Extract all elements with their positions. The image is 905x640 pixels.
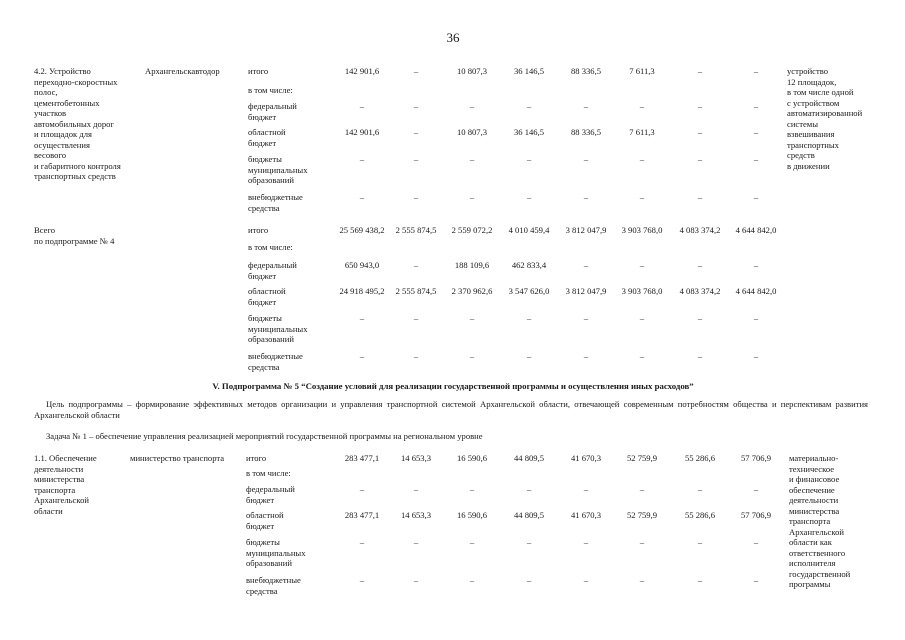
row-label-including: в том числе: <box>246 468 291 478</box>
row-label-regional: областной бюджет <box>248 127 286 148</box>
federal-value: – <box>697 260 703 270</box>
extrabudget-value: – <box>753 351 759 361</box>
extrabudget-value: – <box>583 575 589 585</box>
regional-value: 2 555 874,5 <box>395 286 437 296</box>
extrabudget-value: – <box>413 575 419 585</box>
regional-value: 41 670,3 <box>570 510 602 520</box>
subprogram-5-heading: V. Подпрограмма № 5 “Создание условий для реализации государственной программы и осуществления иных расходов” <box>212 381 694 391</box>
extrabudget-value: – <box>359 192 365 202</box>
regional-value: 36 146,5 <box>513 127 545 137</box>
federal-value: – <box>413 260 419 270</box>
total-value: 4 010 459,4 <box>508 225 550 235</box>
total-value: 57 706,9 <box>740 453 772 463</box>
extrabudget-value: – <box>413 351 419 361</box>
federal-value: – <box>359 101 365 111</box>
row-label-total: итого <box>246 453 267 463</box>
total-value: 88 336,5 <box>570 66 602 76</box>
regional-value: 2 370 962,6 <box>451 286 493 296</box>
extrabudget-value: – <box>753 575 759 585</box>
federal-value: – <box>753 101 759 111</box>
municipal-value: – <box>359 313 365 323</box>
total-value: – <box>697 66 703 76</box>
row-label-extrabudget: внебюджетные средства <box>248 351 303 372</box>
extrabudget-value: – <box>413 192 419 202</box>
federal-value: – <box>639 484 645 494</box>
federal-value: 462 833,4 <box>511 260 547 270</box>
municipal-value: – <box>359 537 365 547</box>
extrabudget-value: – <box>697 575 703 585</box>
total-value: 52 759,9 <box>626 453 658 463</box>
municipal-value: – <box>413 537 419 547</box>
extrabudget-value: – <box>753 192 759 202</box>
regional-value: 52 759,9 <box>626 510 658 520</box>
task-paragraph: Задача № 1 – обеспечение управления реализацией мероприятий государственной программы на региональном уровне <box>46 431 483 441</box>
municipal-value: – <box>469 537 475 547</box>
extrabudget-value: – <box>639 192 645 202</box>
extrabudget-value: – <box>359 575 365 585</box>
regional-value: 3 812 047,9 <box>565 286 607 296</box>
row-label-municipal: бюджеты муниципальных образований <box>248 154 308 185</box>
federal-value: – <box>583 260 589 270</box>
measure-executor-4-2: Архангельскавтодор <box>145 66 220 76</box>
federal-value: – <box>583 101 589 111</box>
regional-value: 44 809,5 <box>513 510 545 520</box>
row-label-total: итого <box>248 225 269 235</box>
measure-result-4-2: устройство 12 площадок, в том числе одной с устройством автоматизированной системы взвешивания транспортных средств в движении <box>787 66 863 171</box>
regional-value: 3 547 626,0 <box>508 286 550 296</box>
regional-value: 142 901,6 <box>344 127 380 137</box>
total-value: 44 809,5 <box>513 453 545 463</box>
extrabudget-value: – <box>469 192 475 202</box>
federal-value: – <box>469 484 475 494</box>
municipal-value: – <box>413 313 419 323</box>
municipal-value: – <box>583 537 589 547</box>
total-value: 3 812 047,9 <box>565 225 607 235</box>
extrabudget-value: – <box>526 351 532 361</box>
federal-value: – <box>753 484 759 494</box>
municipal-value: – <box>697 154 703 164</box>
row-label-regional: областной бюджет <box>248 286 286 307</box>
regional-value: – <box>697 127 703 137</box>
total-value: – <box>413 66 419 76</box>
municipal-value: – <box>639 313 645 323</box>
total-value: 7 611,3 <box>629 66 655 76</box>
regional-value: 55 286,6 <box>684 510 716 520</box>
row-label-extrabudget: внебюджетные средства <box>246 575 301 596</box>
total-value: 2 559 072,2 <box>451 225 493 235</box>
federal-value: – <box>639 101 645 111</box>
total-value: 16 590,6 <box>456 453 488 463</box>
municipal-value: – <box>697 537 703 547</box>
subprogram-4-total-name: Всего по подпрограмме № 4 <box>34 225 115 246</box>
extrabudget-value: – <box>639 575 645 585</box>
regional-value: – <box>413 127 419 137</box>
row-label-total: итого <box>248 66 269 76</box>
total-value: 142 901,6 <box>344 66 380 76</box>
municipal-value: – <box>697 313 703 323</box>
regional-value: 7 611,3 <box>629 127 655 137</box>
municipal-value: – <box>469 313 475 323</box>
federal-value: – <box>697 101 703 111</box>
total-value: 25 569 438,2 <box>339 225 385 235</box>
municipal-value: – <box>526 537 532 547</box>
municipal-value: – <box>526 154 532 164</box>
total-value: 10 807,3 <box>456 66 488 76</box>
extrabudget-value: – <box>359 351 365 361</box>
extrabudget-value: – <box>697 351 703 361</box>
regional-value: 10 807,3 <box>456 127 488 137</box>
municipal-value: – <box>753 154 759 164</box>
municipal-value: – <box>639 537 645 547</box>
row-label-federal: федеральный бюджет <box>248 260 297 281</box>
federal-value: – <box>526 101 532 111</box>
regional-value: 283 477,1 <box>344 510 380 520</box>
extrabudget-value: – <box>526 192 532 202</box>
total-value: – <box>753 66 759 76</box>
federal-value: – <box>583 484 589 494</box>
federal-value: 188 109,6 <box>454 260 490 270</box>
total-value: 14 653,3 <box>400 453 432 463</box>
extrabudget-value: – <box>469 575 475 585</box>
total-value: 41 670,3 <box>570 453 602 463</box>
page-number: 36 <box>446 30 460 45</box>
regional-value: 88 336,5 <box>570 127 602 137</box>
row-label-regional: областной бюджет <box>246 510 284 531</box>
row-label-federal: федеральный бюджет <box>246 484 295 505</box>
federal-value: – <box>697 484 703 494</box>
row-label-extrabudget: внебюджетные средства <box>248 192 303 213</box>
federal-value: – <box>639 260 645 270</box>
total-value: 2 555 874,5 <box>395 225 437 235</box>
regional-value: 4 083 374,2 <box>679 286 721 296</box>
measure-result-1-1: материально- техническое и финансовое обеспечение деятельности министерства транспорта Архангельской области как ответственного исполнителя государственной программы <box>789 453 851 589</box>
regional-value: 16 590,6 <box>456 510 488 520</box>
extrabudget-value: – <box>639 351 645 361</box>
goal-paragraph: Цель подпрограммы – формирование эффективных методов организации и управления транспортной системой Архангельской области, отвечающей современным потребностям общества и перспективам развития Архангельской области <box>34 399 868 420</box>
total-value: 283 477,1 <box>344 453 380 463</box>
municipal-value: – <box>583 313 589 323</box>
extrabudget-value: – <box>526 575 532 585</box>
municipal-value: – <box>526 313 532 323</box>
row-label-including: в том числе: <box>248 242 293 252</box>
regional-value: 4 644 842,0 <box>735 286 777 296</box>
regional-value: 24 918 495,2 <box>339 286 385 296</box>
regional-value: – <box>753 127 759 137</box>
extrabudget-value: – <box>469 351 475 361</box>
federal-value: – <box>469 101 475 111</box>
federal-value: – <box>413 101 419 111</box>
extrabudget-value: – <box>697 192 703 202</box>
municipal-value: – <box>469 154 475 164</box>
municipal-value: – <box>639 154 645 164</box>
federal-value: – <box>359 484 365 494</box>
total-value: 4 644 842,0 <box>735 225 777 235</box>
measure-name-4-2: 4.2. Устройство переходно-скоростных полос, цементобетонных участков автомобильных дорог и площадок для осуществления весового и габаритного контроля транспортных средств <box>34 66 121 181</box>
row-label-including: в том числе: <box>248 85 293 95</box>
municipal-value: – <box>583 154 589 164</box>
total-value: 36 146,5 <box>513 66 545 76</box>
municipal-value: – <box>413 154 419 164</box>
total-value: 55 286,6 <box>684 453 716 463</box>
federal-value: 650 943,0 <box>344 260 380 270</box>
measure-name-1-1: 1.1. Обеспечение деятельности министерства транспорта Архангельской области <box>34 453 97 516</box>
federal-value: – <box>526 484 532 494</box>
row-label-federal: федеральный бюджет <box>248 101 297 122</box>
regional-value: 3 903 768,0 <box>621 286 663 296</box>
federal-value: – <box>413 484 419 494</box>
extrabudget-value: – <box>583 192 589 202</box>
row-label-municipal: бюджеты муниципальных образований <box>248 313 308 344</box>
extrabudget-value: – <box>583 351 589 361</box>
total-value: 3 903 768,0 <box>621 225 663 235</box>
measure-executor-1-1: министерство транспорта <box>130 453 225 463</box>
regional-value: 57 706,9 <box>740 510 772 520</box>
municipal-value: – <box>359 154 365 164</box>
total-value: 4 083 374,2 <box>679 225 721 235</box>
row-label-municipal: бюджеты муниципальных образований <box>246 537 306 568</box>
municipal-value: – <box>753 313 759 323</box>
municipal-value: – <box>753 537 759 547</box>
federal-value: – <box>753 260 759 270</box>
regional-value: 14 653,3 <box>400 510 432 520</box>
